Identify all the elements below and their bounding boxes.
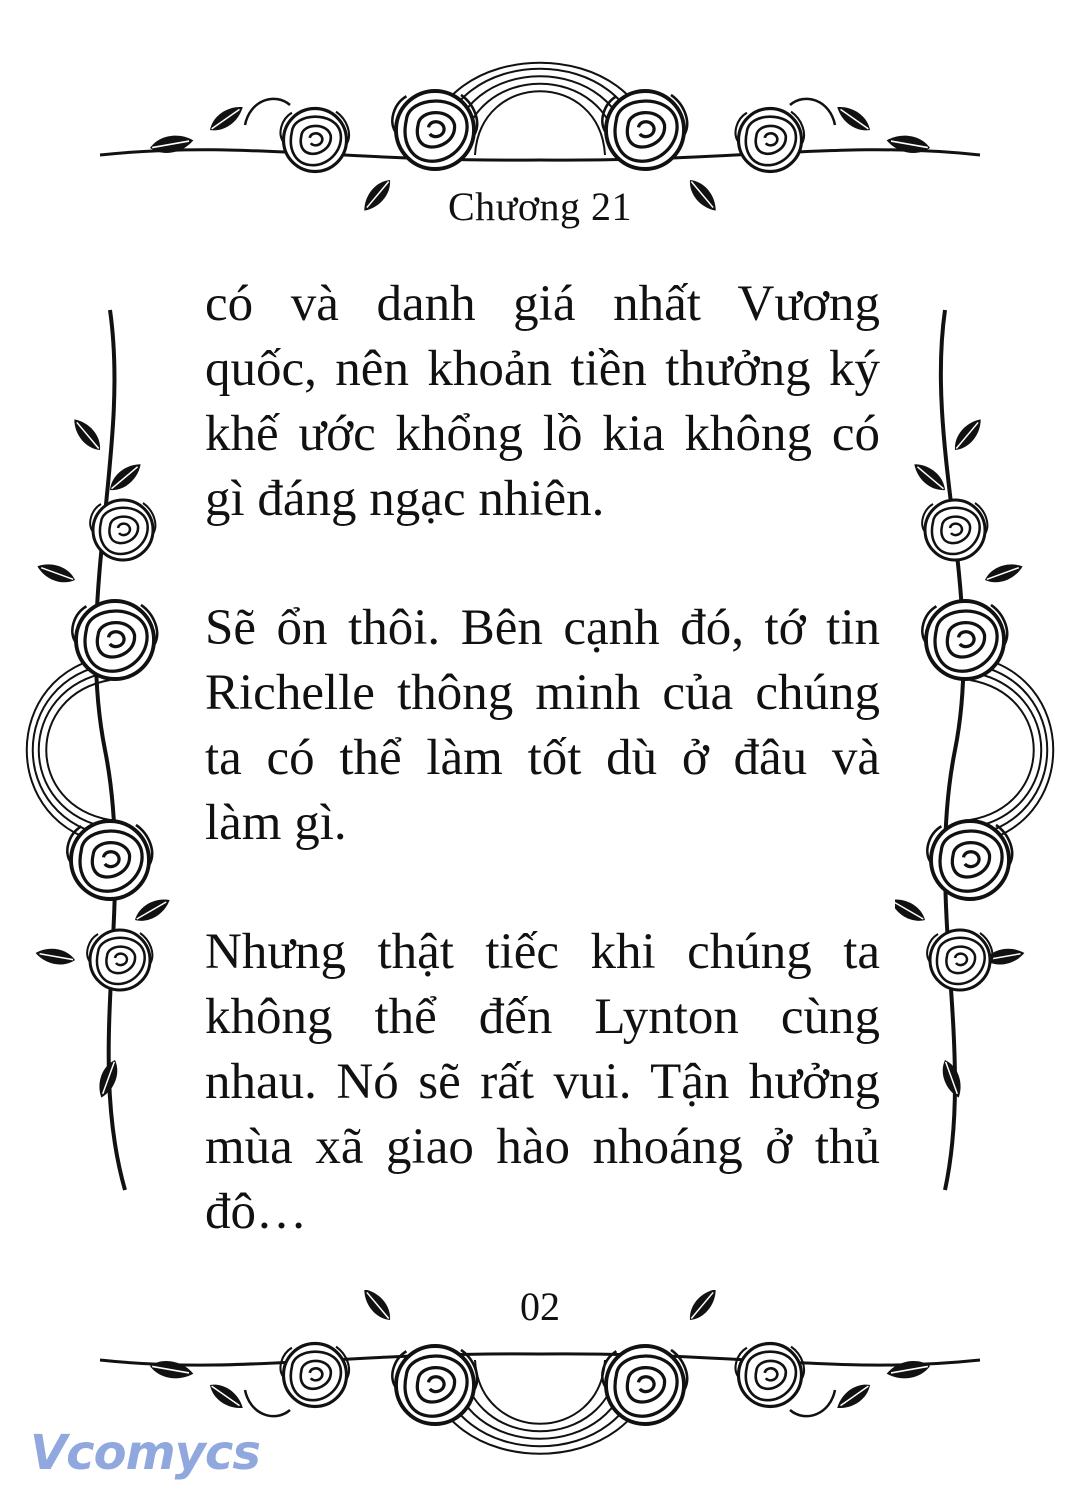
left-rose-vine-ornament: [15, 300, 185, 1200]
chapter-title: Chương 21: [447, 184, 632, 229]
text-line: Sẽ ổn thôi. Bên cạnh đó, tớ tin: [205, 600, 880, 656]
paragraph: [205, 596, 880, 856]
text-line: đô…: [205, 1184, 307, 1240]
right-rose-vine-ornament: [895, 300, 1065, 1200]
watermark-logo: Vcomycs: [30, 1425, 260, 1481]
text-line: có và danh giá nhất Vương: [205, 276, 880, 332]
text-line: ta có thể làm tốt dù ở đâu và: [205, 730, 880, 786]
text-line: gì đáng ngạc nhiên.: [205, 471, 605, 527]
text-line: Richelle thông minh của chúng: [205, 665, 880, 721]
text-line: Nhưng thật tiếc khi chúng ta: [205, 924, 880, 980]
text-line: làm gì.: [205, 795, 347, 851]
paragraph: [205, 272, 880, 532]
text-line: khế ước khổng lồ kia không có: [205, 406, 880, 462]
text-line: mùa xã giao hào nhoáng ở thủ: [205, 1119, 880, 1175]
text-line: quốc, nên khoản tiền thưởng ký: [205, 341, 880, 397]
paragraph: [205, 920, 880, 1245]
story-text: [205, 272, 880, 1309]
text-line: không thể đến Lynton cùng: [205, 989, 880, 1045]
text-line: nhau. Nó sẽ rất vui. Tận hưởng: [205, 1054, 880, 1110]
page-number: 02: [520, 1284, 560, 1329]
